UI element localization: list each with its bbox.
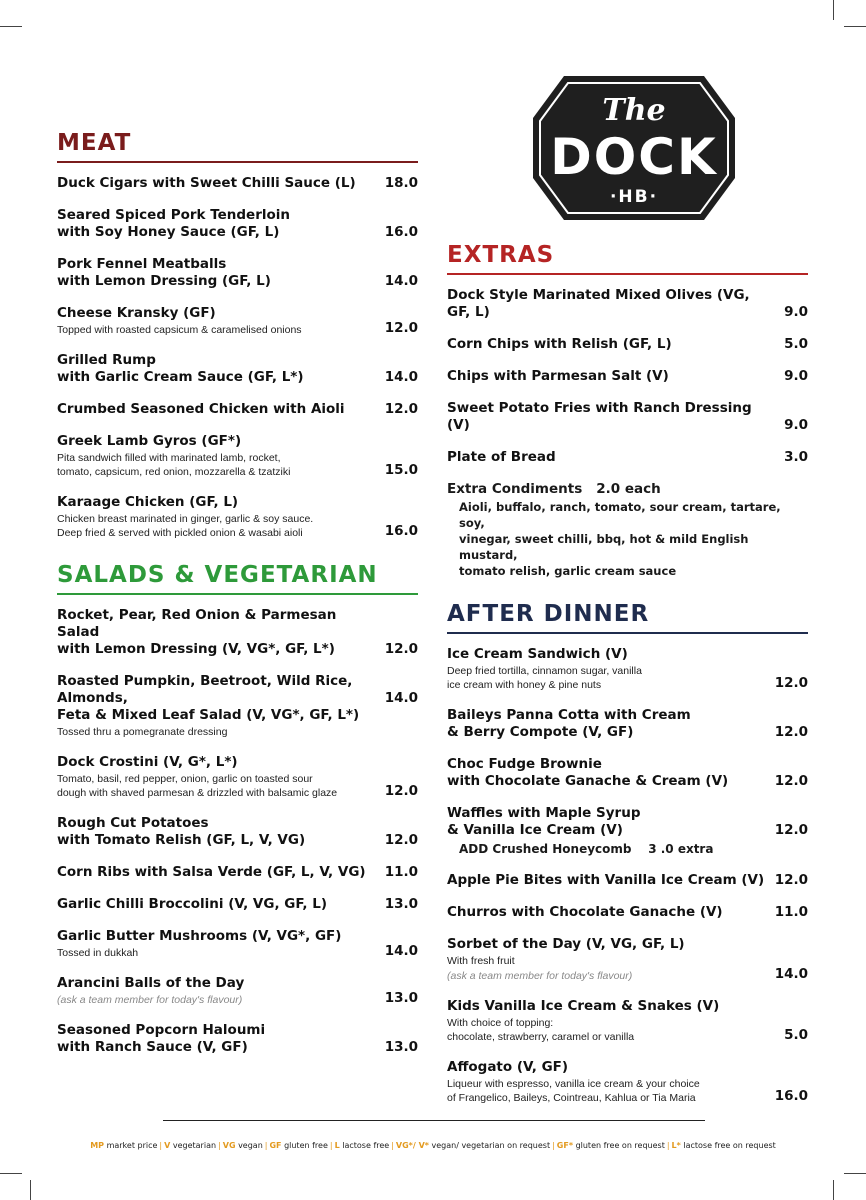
legend-separator: | [552,1141,555,1150]
item-name: Sweet Potato Fries with Ranch Dressing (V) [447,400,752,433]
item-price: 12.0 [384,320,418,336]
crop-mark [0,26,22,27]
menu-item [447,400,808,434]
crop-mark [833,0,834,20]
item-price: 11.0 [384,864,418,880]
item-description: Tossed thru a pomegranate dressing [57,726,228,738]
item-name: Chips with Parmesan Salt (V) [447,368,669,384]
item-name: Rough Cut Potatoes with Tomato Relish (GF, L, V, VG) [57,815,306,848]
item-description: Tomato, basil, red pepper, onion, garlic on toasted sour dough with shaved parmesan & drizzled with balsamic glaze [57,773,338,799]
logo-the-text: The [602,93,666,128]
legend-text: vegan [238,1141,263,1150]
menu-item [57,305,418,337]
legend-separator: | [391,1141,394,1150]
item-price: 12.0 [774,675,808,691]
menu-item [57,754,418,800]
salads-title: SALADS & VEGETARIAN [57,562,378,588]
meat-section [57,128,418,540]
left-column [57,128,418,1071]
item-note: (ask a team member for today's flavour) [447,970,633,982]
legend-text: gluten free [284,1141,328,1150]
item-name: Crumbed Seasoned Chicken with Aioli [57,401,345,417]
extras-title: EXTRAS [447,242,555,268]
item-price: 14.0 [774,966,808,982]
item-price: 13.0 [384,1039,418,1055]
after-dinner-title: AFTER DINNER [447,601,650,627]
legend-code: L* [671,1141,681,1150]
logo-hb-text: ·HB· [609,187,659,207]
item-name: Pork Fennel Meatballs with Lemon Dressing (GF, L) [57,256,271,289]
footer-rule [163,1120,705,1121]
legend-code: MP [90,1141,105,1150]
salads-section [57,560,418,1056]
crop-mark [0,1173,22,1174]
salads-list [57,607,418,1056]
menu-item [57,401,418,418]
item-price: 16.0 [774,1088,808,1104]
item-name: Grilled Rump with Garlic Cream Sauce (GF, L*) [57,352,304,385]
item-note: (ask a team member for today's flavour) [57,994,243,1006]
after-dinner-section [447,599,808,1105]
after-dinner-list [447,646,808,1105]
menu-item [57,896,418,913]
item-name: Ice Cream Sandwich (V) [447,646,628,662]
legend-text: lactose free [342,1141,390,1150]
legend-text: vegan/ vegetarian on request [431,1141,551,1150]
extra-condiments [447,481,808,579]
menu-item [57,975,418,1007]
menu-item [447,756,808,790]
item-price: 13.0 [384,990,418,1006]
legend-code: L [334,1141,340,1150]
menu-item [447,904,808,921]
extras-section [447,240,808,579]
item-description: With choice of topping: chocolate, strawberry, caramel or vanilla [447,1017,635,1043]
item-add-on: ADD Crushed Honeycomb 3 .0 extra [459,842,714,856]
menu-item [57,815,418,849]
item-price: 5.0 [784,336,808,352]
the-dock-hb-logo [528,68,740,228]
menu-item [57,1022,418,1056]
menu-item [447,449,808,466]
item-name: Sorbet of the Day (V, VG, GF, L) [447,936,685,952]
logo-dock-text: DOCK [550,128,718,186]
item-price: 12.0 [774,872,808,888]
item-name: Arancini Balls of the Day [57,975,245,991]
legend-code: VG*/ V* [395,1141,429,1150]
item-name: Seasoned Popcorn Haloumi with Ranch Sauce (V, GF) [57,1022,266,1055]
item-name: Duck Cigars with Sweet Chilli Sauce (L) [57,175,356,191]
item-name: Dock Crostini (V, G*, L*) [57,754,238,770]
crop-mark [833,1180,834,1200]
item-price: 12.0 [774,822,808,838]
item-price: 12.0 [384,401,418,417]
meat-rule [57,161,418,163]
item-price: 9.0 [784,417,808,433]
item-description: Topped with roasted capsicum & caramelised onions [57,324,302,336]
item-name: Cheese Kransky (GF) [57,305,216,321]
legend-text: market price [106,1141,158,1150]
item-description: Chicken breast marinated in ginger, garlic & soy sauce. Deep fried & served with pickled onion & wasabi aioli [57,513,314,539]
menu-item [57,864,418,881]
menu-item [447,872,808,889]
menu-item [447,287,808,321]
item-price: 12.0 [774,773,808,789]
meat-title: MEAT [57,130,132,156]
item-description: Deep fried tortilla, cinnamon sugar, vanilla ice cream with honey & pine nuts [447,665,642,691]
item-name: Apple Pie Bites with Vanilla Ice Cream (V) [447,872,765,888]
item-price: 15.0 [384,462,418,478]
item-description: Liqueur with espresso, vanilla ice cream & your choice of Frangelico, Baileys, Cointreau, Kahlua or Tia Maria [447,1078,700,1104]
crop-mark [844,26,866,27]
menu-item [447,936,808,983]
legend-code: GF* [556,1141,574,1150]
menu-item [57,928,418,960]
after-dinner-rule [447,632,808,634]
item-name: Greek Lamb Gyros (GF*) [57,433,242,449]
legend-text: vegetarian [172,1141,217,1150]
item-name: Rocket, Pear, Red Onion & Parmesan Salad with Lemon Dressing (V, VG*, GF, L*) [57,607,337,657]
menu-item [57,352,418,386]
item-name: Plate of Bread [447,449,556,465]
item-name: Waffles with Maple Syrup & Vanilla Ice Cream (V) [447,805,641,838]
legend-text: lactose free on request [683,1141,776,1150]
menu-item [57,175,418,192]
item-price: 13.0 [384,896,418,912]
menu-item [57,256,418,290]
item-price: 16.0 [384,224,418,240]
dietary-legend [0,1141,866,1150]
item-price: 9.0 [784,368,808,384]
item-price: 3.0 [784,449,808,465]
item-price: 16.0 [384,523,418,539]
legend-separator: | [159,1141,163,1150]
menu-item [57,207,418,241]
menu-item [447,998,808,1044]
item-name: Corn Chips with Relish (GF, L) [447,336,672,352]
item-price: 14.0 [384,690,418,706]
menu-item [447,336,808,353]
salads-rule [57,593,418,595]
menu-item [57,673,418,739]
item-name: Baileys Panna Cotta with Cream & Berry Compote (V, GF) [447,707,691,740]
item-price: 14.0 [384,943,418,959]
menu-item [447,707,808,741]
item-price: 12.0 [774,724,808,740]
item-description: With fresh fruit [447,955,515,967]
item-name: Choc Fudge Brownie with Chocolate Ganache & Cream (V) [447,756,729,789]
item-name: Roasted Pumpkin, Beetroot, Wild Rice, Almonds, Feta & Mixed Leaf Salad (V, VG*, GF, L*) [57,673,360,723]
crop-mark [844,1173,866,1174]
item-name: Dock Style Marinated Mixed Olives (VG, GF, L) [447,287,750,320]
condiments-price: 2.0 each [596,481,661,497]
condiments-label: Extra Condiments [447,481,583,497]
item-price: 12.0 [384,641,418,657]
right-column [447,240,808,1120]
menu-item [447,1059,808,1105]
item-name: Garlic Chilli Broccolini (V, VG, GF, L) [57,896,328,912]
item-name: Seared Spiced Pork Tenderloin with Soy Honey Sauce (GF, L) [57,207,291,240]
legend-separator: | [666,1141,670,1150]
legend-code: VG [222,1141,236,1150]
legend-separator: | [264,1141,268,1150]
menu-item [57,494,418,540]
item-name: Karaage Chicken (GF, L) [57,494,239,510]
item-price: 9.0 [784,304,808,320]
condiments-list: Aioli, buffalo, ranch, tomato, sour cream, tartare, soy, vinegar, sweet chilli, bbq, hot & mild English mustard, tomato relish, garlic cream sauce [459,500,781,578]
legend-code: GF [269,1141,282,1150]
legend-separator: | [329,1141,333,1150]
item-name: Garlic Butter Mushrooms (V, VG*, GF) [57,928,342,944]
item-price: 12.0 [384,832,418,848]
item-name: Corn Ribs with Salsa Verde (GF, L, V, VG) [57,864,366,880]
menu-item [447,368,808,385]
extras-rule [447,273,808,275]
legend-code: V [164,1141,171,1150]
item-name: Affogato (V, GF) [447,1059,569,1075]
item-description: Tossed in dukkah [57,947,139,959]
item-price: 18.0 [384,175,418,191]
menu-item [447,646,808,692]
menu-item [57,607,418,658]
extras-list [447,287,808,466]
item-price: 5.0 [784,1027,808,1043]
menu-item [57,433,418,479]
legend-separator: | [218,1141,221,1150]
item-price: 14.0 [384,369,418,385]
item-name: Kids Vanilla Ice Cream & Snakes (V) [447,998,720,1014]
item-price: 11.0 [774,904,808,920]
menu-item [447,805,808,857]
crop-mark [30,1180,31,1200]
item-name: Churros with Chocolate Ganache (V) [447,904,723,920]
item-price: 14.0 [384,273,418,289]
item-description: Pita sandwich filled with marinated lamb, rocket, tomato, capsicum, red onion, mozzarella & tzatziki [57,452,291,478]
item-price: 12.0 [384,783,418,799]
meat-list [57,175,418,540]
legend-text: gluten free on request [575,1141,665,1150]
